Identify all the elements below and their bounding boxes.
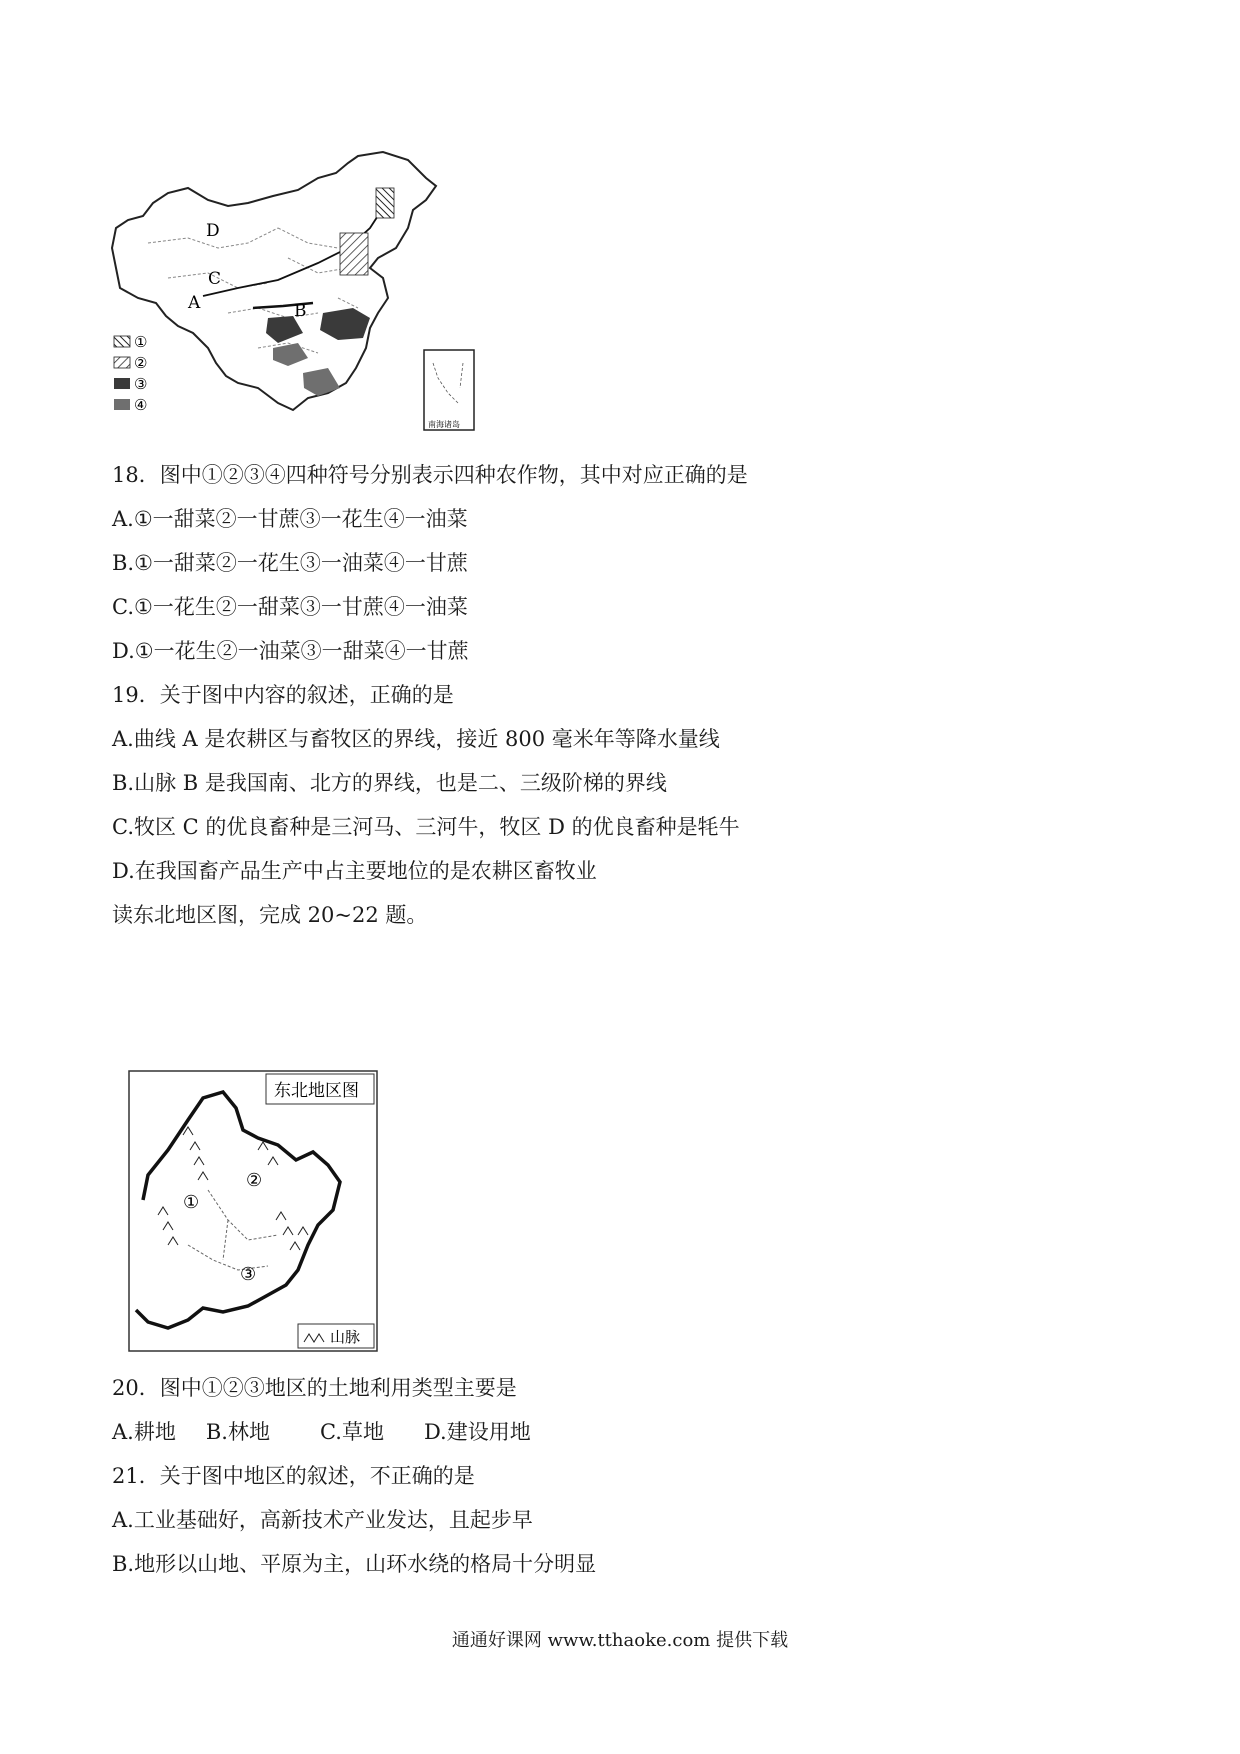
intro-text: 读东北地区图，完成 20~22 题。	[112, 903, 428, 927]
map2-label-3: ③	[240, 1264, 257, 1285]
page-footer: 通通好课网 www.tthaoke.com 提供下载	[451, 1630, 789, 1651]
q21-option-b: B.地形以山地、平原为主，山环水绕的格局十分明显	[112, 1552, 597, 1576]
q19-option-b: B.山脉 B 是我国南、北方的界线，也是二、三级阶梯的界线	[112, 771, 667, 795]
q18-stem: 18．图中①②③④四种符号分别表示四种农作物，其中对应正确的是	[112, 463, 748, 487]
q19-option-a: A.曲线 A 是农耕区与畜牧区的界线，接近 800 毫米年等降水量线	[112, 727, 720, 751]
northeast-map	[128, 1070, 378, 1352]
map2-legend: 山脉	[330, 1328, 361, 1346]
south-sea-inset	[424, 350, 474, 430]
q20-options	[112, 1417, 531, 1447]
inset-label: 南海诸岛	[428, 420, 460, 429]
q18-option-a: A.①一甜菜②一甘蔗③一花生④一油菜	[112, 507, 468, 531]
q20-stem: 20．图中①②③地区的土地利用类型主要是	[112, 1376, 517, 1400]
map2-title: 东北地区图	[274, 1081, 359, 1101]
label-b: B	[294, 301, 307, 321]
q20-option-b: B.林地	[205, 1420, 270, 1444]
crop-region-2	[340, 233, 368, 275]
q21-stem: 21．关于图中地区的叙述，不正确的是	[112, 1464, 475, 1488]
label-c: C	[208, 269, 222, 289]
label-d: D	[206, 221, 220, 241]
china-crop-map	[108, 148, 478, 438]
q19-option-c: C.牧区 C 的优良畜种是三河马、三河牛，牧区 D 的优良畜种是牦牛	[112, 815, 740, 839]
q19-stem: 19．关于图中内容的叙述，正确的是	[112, 683, 454, 707]
q20-option-d: D.建设用地	[423, 1420, 531, 1444]
q20-option-a: A.耕地	[112, 1420, 176, 1444]
q18-option-d: D.①一花生②一油菜③一甜菜④一甘蔗	[112, 639, 469, 663]
q20-option-c: C.草地	[319, 1420, 384, 1444]
map2-frame	[129, 1071, 377, 1351]
legend-2: ②	[134, 354, 148, 372]
q18-option-b: B.①一甜菜②一花生③一油菜④一甘蔗	[112, 551, 468, 575]
label-a: A	[188, 293, 201, 313]
q19-option-d: D.在我国畜产品生产中占主要地位的是农耕区畜牧业	[112, 859, 597, 883]
map2-label-1: ①	[183, 1192, 200, 1213]
q21-option-a: A.工业基础好，高新技术产业发达，且起步早	[112, 1508, 533, 1532]
crop-region-1	[376, 188, 394, 218]
map1-legend	[114, 333, 147, 414]
map2-label-2: ②	[246, 1170, 263, 1191]
q18-option-c: C.①一花生②一甜菜③一甘蔗④一油菜	[112, 595, 468, 619]
legend-3: ③	[134, 375, 148, 393]
legend-1: ①	[134, 333, 148, 351]
legend-4: ④	[134, 396, 148, 414]
